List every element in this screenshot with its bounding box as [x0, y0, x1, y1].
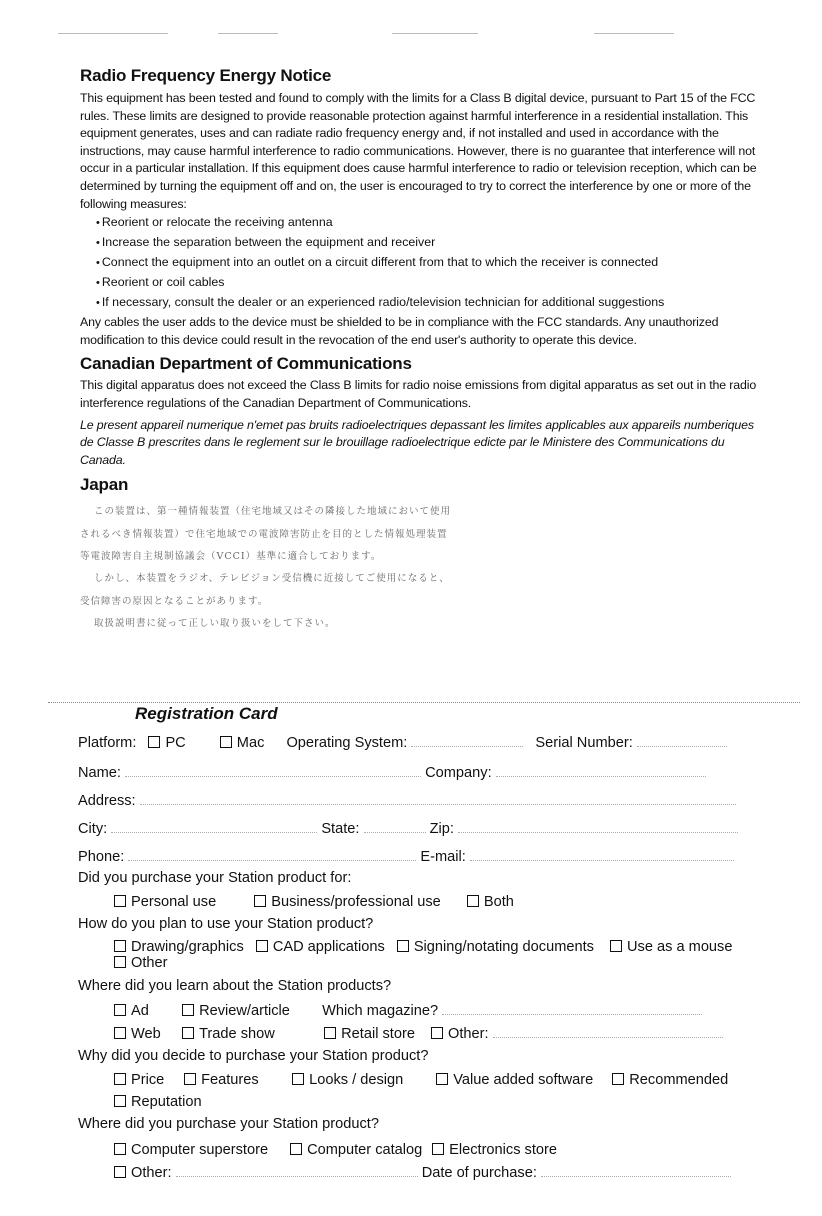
japan-line: この装置は、第一種情報装置（住宅地域又はその隣接した地域において使用	[94, 506, 452, 518]
serial-label: Serial Number:	[535, 735, 633, 751]
review-option[interactable]: Review/article	[182, 1003, 318, 1019]
platform-pc-option[interactable]: PC	[148, 735, 185, 751]
other-store-field[interactable]	[176, 1164, 418, 1177]
looks-option[interactable]: Looks / design	[292, 1072, 432, 1088]
recommended-option[interactable]: Recommended	[612, 1072, 728, 1088]
q4-options	[114, 1072, 728, 1088]
top-rule	[392, 33, 478, 34]
zip-label: Zip:	[429, 821, 454, 837]
cut-line	[48, 702, 800, 703]
checkbox-icon[interactable]	[184, 1073, 196, 1085]
magazine-label: Which magazine?	[322, 1003, 439, 1019]
other-store-option[interactable]: Other:	[114, 1165, 172, 1181]
signing-option[interactable]: Signing/notating documents	[397, 939, 594, 955]
phone-row	[78, 848, 734, 865]
checkbox-icon[interactable]	[220, 736, 232, 748]
japan-notice	[80, 501, 770, 635]
ad-option[interactable]: Ad	[114, 1003, 178, 1019]
checkbox-icon[interactable]	[114, 1166, 126, 1178]
phone-field[interactable]	[128, 848, 416, 861]
checkbox-icon[interactable]	[254, 895, 266, 907]
q1-options	[114, 894, 514, 910]
top-rule	[594, 33, 674, 34]
checkbox-icon[interactable]	[397, 940, 409, 952]
japan-line: しかし、本装置をラジオ、テレビジョン受信機に近接してご使用になると、	[94, 573, 450, 585]
canada-title: Canadian Department of Communications	[80, 354, 412, 374]
checkbox-icon[interactable]	[114, 895, 126, 907]
web-option[interactable]: Web	[114, 1026, 178, 1042]
date-label: Date of purchase:	[421, 1165, 537, 1181]
q4-options-2	[114, 1094, 202, 1110]
checkbox-icon[interactable]	[256, 940, 268, 952]
price-option[interactable]: Price	[114, 1072, 180, 1088]
company-field[interactable]	[496, 764, 706, 777]
os-label: Operating System:	[286, 735, 408, 751]
checkbox-icon[interactable]	[432, 1143, 444, 1155]
cad-option[interactable]: CAD applications	[256, 939, 385, 955]
checkbox-icon[interactable]	[431, 1027, 443, 1039]
superstore-option[interactable]: Computer superstore	[114, 1142, 286, 1158]
checkbox-icon[interactable]	[114, 956, 126, 968]
other-use-option[interactable]: Other	[114, 955, 168, 971]
trade-show-option[interactable]: Trade show	[182, 1026, 320, 1042]
q5-options-2	[114, 1164, 731, 1181]
top-rule	[58, 33, 168, 34]
registration-title: Registration Card	[135, 704, 278, 723]
name-label: Name:	[78, 765, 121, 781]
checkbox-icon[interactable]	[292, 1073, 304, 1085]
q1-label: Did you purchase your Station product for:	[78, 870, 352, 886]
company-label: Company:	[425, 765, 492, 781]
checkbox-icon[interactable]	[290, 1143, 302, 1155]
os-field[interactable]	[411, 734, 523, 747]
list-item: • Increase the separation between the equipment and receiver	[96, 233, 770, 253]
name-field[interactable]	[125, 764, 421, 777]
q3-label: Where did you learn about the Station products?	[78, 978, 392, 994]
checkbox-icon[interactable]	[114, 1004, 126, 1016]
checkbox-icon[interactable]	[114, 1073, 126, 1085]
list-item: • Reorient or relocate the receiving antenna	[96, 213, 770, 233]
city-field[interactable]	[111, 820, 317, 833]
list-item: • Reorient or coil cables	[96, 273, 770, 293]
both-option[interactable]: Both	[467, 894, 514, 910]
q2-label: How do you plan to use your Station product?	[78, 916, 374, 932]
electronics-store-option[interactable]: Electronics store	[432, 1142, 557, 1158]
checkbox-icon[interactable]	[114, 1095, 126, 1107]
magazine-field[interactable]	[442, 1002, 702, 1015]
notice-section	[80, 66, 770, 635]
state-label: State:	[321, 821, 360, 837]
checkbox-icon[interactable]	[182, 1027, 194, 1039]
other-source-field[interactable]	[493, 1025, 723, 1038]
japan-line: されるべき情報装置）で住宅地域での電波障害防止を目的とした情報処理装置	[80, 528, 448, 540]
city-label: City:	[78, 821, 108, 837]
catalog-option[interactable]: Computer catalog	[290, 1142, 428, 1158]
list-item: • Connect the equipment into an outlet on a circuit different from that to which the receiver is connected	[96, 253, 770, 273]
checkbox-icon[interactable]	[610, 940, 622, 952]
serial-field[interactable]	[637, 734, 727, 747]
business-use-option[interactable]: Business/professional use	[254, 894, 441, 910]
top-rule	[218, 33, 278, 34]
japan-line: 受信障害の原因となることがあります。	[80, 595, 269, 607]
checkbox-icon[interactable]	[114, 940, 126, 952]
q5-label: Where did you purchase your Station product?	[78, 1116, 379, 1132]
city-row	[78, 820, 738, 837]
checkbox-icon[interactable]	[182, 1004, 194, 1016]
checkbox-icon[interactable]	[612, 1073, 624, 1085]
checkbox-icon[interactable]	[114, 1143, 126, 1155]
phone-label: Phone:	[78, 849, 125, 865]
retail-store-option[interactable]: Retail store	[324, 1026, 415, 1042]
rf-notice-paragraph: This equipment has been tested and found to comply with the limits for a Class B digital device, pursuant to Part 15 of the FCC rules. These limits are designed to provide reasonable protection against harmful interference in a residential installation. This equipment generates, uses and can radiate radio frequency energy and, if not installed and used in accordance with the instructions, may cause harmful interference to radio communications. However, there is no guarantee that interference will not occur in a particular installation. If this equipment does cause harmful interference to radio or television reception, which can be determined by turning the equipment off and on, the user is encouraged to try to correct the interference by one or more of the following measures:	[80, 91, 757, 211]
q3-options-2	[114, 1025, 723, 1042]
personal-use-option[interactable]: Personal use	[114, 894, 216, 910]
q5-options	[114, 1142, 557, 1158]
rf-notice-title: Radio Frequency Energy Notice	[80, 66, 332, 85]
address-field[interactable]	[140, 792, 736, 805]
japan-title: Japan	[80, 475, 129, 495]
date-field[interactable]	[541, 1164, 731, 1177]
drawing-option[interactable]: Drawing/graphics	[114, 939, 244, 955]
list-item: • If necessary, consult the dealer or an experienced radio/television technician for additional suggestions	[96, 293, 770, 313]
checkbox-icon[interactable]	[467, 895, 479, 907]
q4-label: Why did you decide to purchase your Station product?	[78, 1048, 429, 1064]
platform-row	[78, 734, 727, 751]
mouse-option[interactable]: Use as a mouse	[610, 939, 732, 955]
other-source-option[interactable]: Other:	[431, 1026, 489, 1042]
reputation-option[interactable]: Reputation	[114, 1094, 202, 1110]
zip-field[interactable]	[458, 820, 738, 833]
platform-mac-option[interactable]: Mac	[220, 735, 265, 751]
canada-paragraph-en: This digital apparatus does not exceed the Class B limits for radio noise emissions from digital apparatus as set out in the radio interference regulations of the Canadian Department of Communications.	[80, 378, 757, 410]
name-row	[78, 764, 706, 781]
q2-options-2	[114, 955, 168, 971]
canada-paragraph-fr: Le present appareil numerique n'emet pas bruits radioelectriques depassant les limites applicables aux appareils numberiques de Classe B prescrites dans le reglement sur le brouillage radioelectrique edicte par le Ministere des Communications du Canada.	[80, 417, 754, 467]
measures-list	[80, 213, 770, 313]
checkbox-icon[interactable]	[324, 1027, 336, 1039]
state-field[interactable]	[364, 820, 426, 833]
email-label: E-mail:	[420, 849, 466, 865]
platform-label: Platform:	[78, 735, 137, 751]
checkbox-icon[interactable]	[114, 1027, 126, 1039]
software-option[interactable]: Value added software	[436, 1072, 608, 1088]
q3-options	[114, 1002, 702, 1019]
address-label: Address:	[78, 793, 136, 809]
q2-options	[114, 939, 732, 955]
address-row	[78, 792, 736, 809]
japan-line: 取扱説明書に従って正しい取り扱いをして下さい。	[94, 617, 336, 629]
email-field[interactable]	[470, 848, 734, 861]
cable-paragraph: Any cables the user adds to the device must be shielded to be in compliance with the FCC standards. Any unauthorized modification to this device could result in the revocation of the end user's authority to operate this device.	[80, 315, 719, 347]
checkbox-icon[interactable]	[148, 736, 160, 748]
features-option[interactable]: Features	[184, 1072, 288, 1088]
checkbox-icon[interactable]	[436, 1073, 448, 1085]
japan-line: 等電波障害自主規制協議会（VCCI）基準に適合しております。	[80, 550, 382, 562]
